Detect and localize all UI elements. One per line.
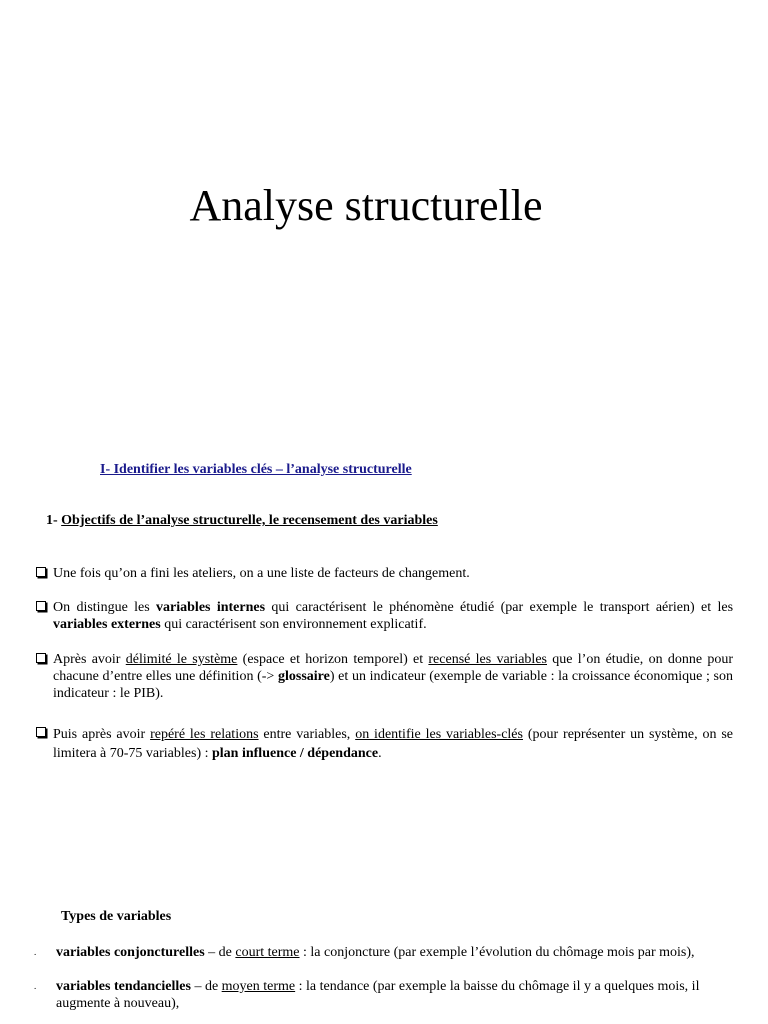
bullet-text-run: . [378,746,382,761]
bullet-item [36,565,733,582]
bullet-text-run: (espace et horizon temporel) et [237,652,429,667]
underlined-term: moyen terme [221,979,296,994]
bold-term: variables internes [156,600,266,615]
dot-bullet-icon: . [34,981,37,991]
bullet-text-run: Puis après avoir [53,727,151,742]
bullet-text-run: entre variables, [258,727,356,742]
bold-term: plan influence / dépendance [212,746,379,761]
checkbox-bullet-icon [36,567,46,577]
list-text-run: – de [190,979,222,994]
bullet-text-run: qui caractérisent le phénomène étudié (par exemple le transport aérien) et les [265,600,734,615]
underlined-term: délimité le système [125,652,238,667]
bullet-text [53,725,733,763]
dot-bullet-icon: . [34,947,37,957]
section-heading-link[interactable]: I- Identifier les variables clés – l’analyse structurelle [100,462,412,477]
list-item-text [56,978,734,1012]
bold-term: variables tendancielles [56,979,191,994]
bullet-text [53,565,733,582]
bullet-text-run: Une fois qu’on a fini les ateliers, on a une liste de facteurs de changement. [53,566,470,581]
types-heading: Types de variables [61,909,172,924]
bullet-text-run: qui caractérisent son environnement explicatif. [160,617,427,632]
bold-term: variables conjoncturelles [56,945,205,960]
bullet-text-run: que l’on étudie, on donne pour chacune d’entre elles une définition (-> [53,652,733,684]
subheading [46,513,438,529]
bullet-text-run: ) et un indicateur (exemple de variable : la croissance économique ; son indicateur : le PIB). [53,669,733,701]
bold-term: variables externes [53,617,161,632]
bullet-text-run: On distingue les [53,600,157,615]
underlined-term: on identifie les variables-clés [355,727,523,742]
list-text-run: : la tendance (par exemple la baisse du chômage il y a quelques mois, il augmente à nouveau), [56,979,700,1011]
document-title: Analyse structurelle [189,181,543,230]
list-item [34,944,734,961]
underlined-term: recensé les variables [428,652,547,667]
subheading-text: Objectifs de l’analyse structurelle, le recensement des variables [61,513,438,528]
bullet-text [53,651,733,702]
list-text-run: – de [204,945,236,960]
bold-term: glossaire [278,669,330,684]
list-text-run: : la conjoncture (par exemple l’évolution du chômage mois par mois), [299,945,695,960]
list-item-text [56,944,734,961]
checkbox-bullet-icon [36,727,46,737]
bullet-item [36,599,733,633]
bullet-item [36,725,733,763]
underlined-term: court terme [235,945,300,960]
underlined-term: repéré les relations [150,727,259,742]
bullet-text-run: (pour représenter un système, on se limitera à 70-75 variables) : [53,727,733,761]
checkbox-bullet-icon [36,653,46,663]
checkbox-bullet-icon [36,601,46,611]
bullet-text-run: Après avoir [53,652,126,667]
list-item [34,978,734,1012]
bullet-item [36,651,733,702]
bullet-text [53,599,733,633]
subheading-number: 1- [46,513,62,528]
